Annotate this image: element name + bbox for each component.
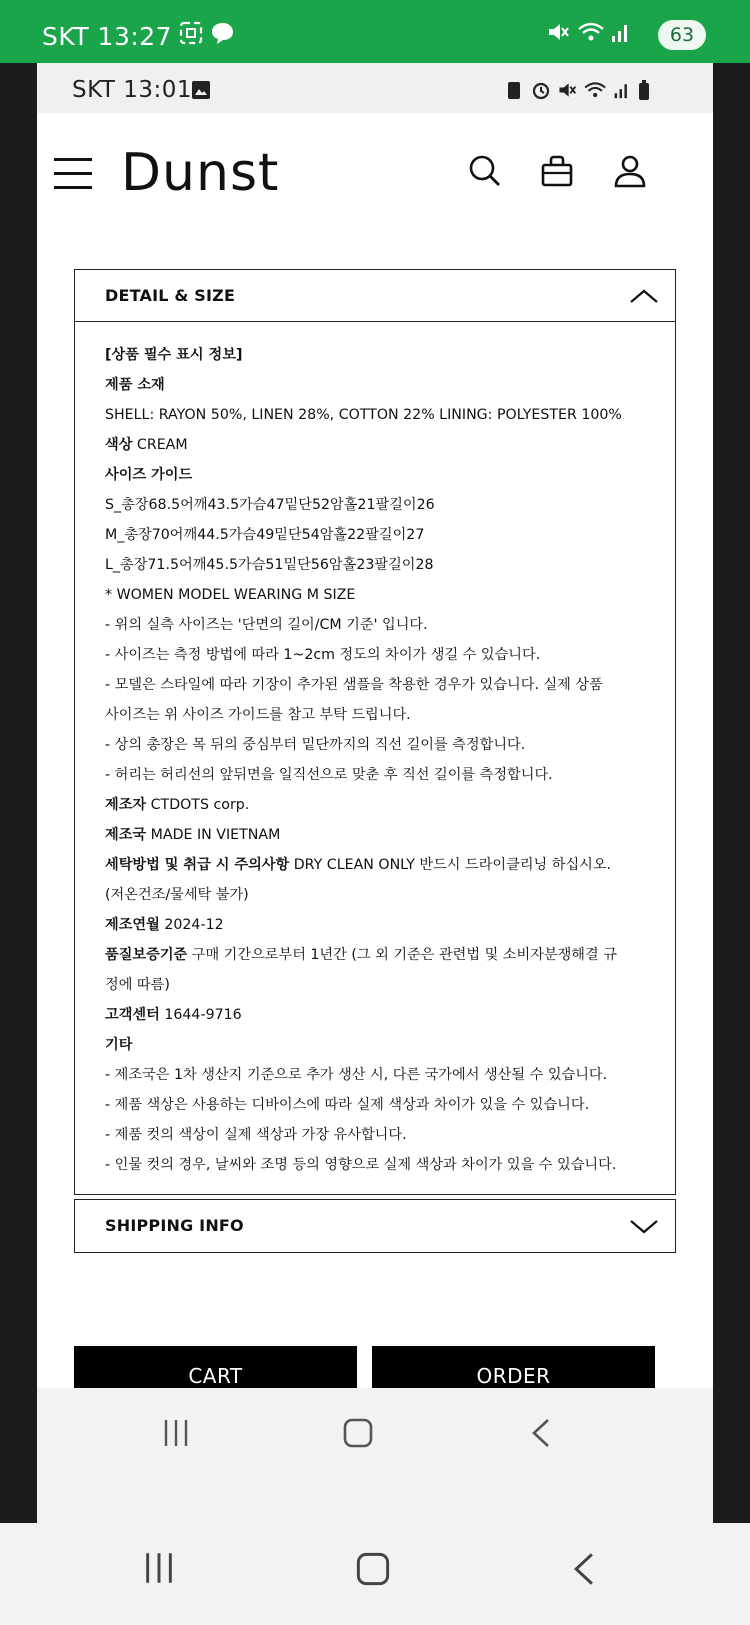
detail-line (105, 370, 645, 400)
detail-line (105, 580, 645, 610)
order-button[interactable]: ORDER (372, 1346, 655, 1406)
detail-line (105, 700, 645, 730)
detail-line-text: 구매 기간으로부터 1년간 (그 외 기준은 관련법 및 소비자분쟁해결 규 (187, 947, 617, 963)
inner-status-bar (37, 63, 713, 113)
screen-frame-left (0, 63, 37, 1523)
detail-line (105, 1090, 645, 1120)
detail-line-text: - 모델은 스타일에 따라 기장이 추가된 샘플을 착용한 경우가 있습니다. 실제 상품 (105, 677, 603, 693)
detail-line (105, 670, 645, 700)
detail-line (105, 880, 645, 910)
shipping-info-title: SHIPPING INFO (105, 1216, 244, 1235)
detail-line (105, 460, 645, 490)
detail-line-text: SHELL: RAYON 50%, LINEN 28%, COTTON 22% LINING: POLYESTER 100% (105, 407, 622, 423)
detail-line-text: 2024-12 (159, 917, 224, 933)
detail-line-label: 제조연월 (105, 917, 160, 933)
detail-line (105, 1150, 645, 1180)
cart-button[interactable]: CART (74, 1346, 357, 1406)
gallery-icon (190, 79, 212, 101)
detail-line-text: - 허리는 허리선의 앞뒤면을 일직선으로 맞춘 후 직선 길이를 측정합니다. (105, 767, 553, 783)
detail-size-title: DETAIL & SIZE (105, 286, 236, 305)
recents-icon-outer[interactable] (143, 1551, 175, 1585)
detail-line-text: CREAM (132, 437, 188, 453)
detail-line (105, 1060, 645, 1090)
battery-saver-icon (505, 80, 523, 100)
detail-line-text: - 인물 컷의 경우, 날씨와 조명 등의 영향으로 실제 색상과 차이가 있을 수 있습니다. (105, 1157, 617, 1173)
site-logo[interactable]: Dunst (121, 143, 280, 203)
back-icon[interactable] (529, 1417, 553, 1449)
screenshot-icon (178, 20, 204, 46)
detail-line-label: 제품 소재 (105, 377, 165, 393)
alarm-icon (531, 80, 551, 100)
detail-line-text: - 사이즈는 측정 방법에 따라 1~2cm 정도의 차이가 생길 수 있습니다. (105, 647, 541, 663)
detail-line-text: M_총장70어깨44.5가슴49밑단54암홀22팔길이27 (105, 527, 425, 543)
detail-line (105, 340, 645, 370)
mute-icon (546, 20, 570, 44)
detail-line (105, 520, 645, 550)
detail-line (105, 730, 645, 760)
detail-line (105, 490, 645, 520)
site-header (37, 113, 713, 243)
detail-line-text: 사이즈는 위 사이즈 가이드를 참고 부탁 드립니다. (105, 707, 411, 723)
detail-line-text: 1644-9716 (159, 1007, 242, 1023)
recents-icon[interactable] (162, 1418, 190, 1448)
detail-line (105, 910, 645, 940)
detail-line (105, 430, 645, 460)
hamburger-icon[interactable] (54, 158, 92, 190)
detail-line-label: 기타 (105, 1037, 133, 1053)
home-icon[interactable] (342, 1417, 374, 1449)
back-icon-outer[interactable] (570, 1551, 598, 1587)
battery-icon-inner (637, 80, 651, 102)
outer-clock: SKT 13:27 (42, 22, 173, 51)
detail-line-text: DRY CLEAN ONLY 반드시 드라이클리닝 하십시오. (289, 857, 612, 873)
detail-line-label: 색상 (105, 437, 133, 453)
signal-icon-inner (613, 80, 631, 100)
detail-line (105, 940, 645, 970)
detail-line-label: 제조자 (105, 797, 147, 813)
battery-indicator: 63 (658, 20, 706, 50)
detail-line (105, 550, 645, 580)
detail-line (105, 970, 645, 1000)
detail-line-text: 정에 따름) (105, 977, 170, 993)
shipping-info-header[interactable] (75, 1200, 675, 1252)
detail-line-text: CTDOTS corp. (146, 797, 250, 813)
detail-line (105, 1120, 645, 1150)
detail-line (105, 820, 645, 850)
detail-line-label: [상품 필수 표시 정보] (105, 347, 243, 363)
chat-icon (208, 20, 236, 46)
detail-line-text: - 제품 컷의 색상이 실제 색상과 가장 유사합니다. (105, 1127, 407, 1143)
detail-size-content (75, 322, 675, 1194)
detail-line-text: S_총장68.5어깨43.5가슴47밑단52암홀21팔길이26 (105, 497, 435, 513)
detail-line-text: (저온건조/물세탁 불가) (105, 887, 249, 903)
detail-line (105, 640, 645, 670)
wifi-icon (577, 20, 607, 44)
chevron-up-icon[interactable] (629, 287, 659, 305)
detail-line-label: 사이즈 가이드 (105, 467, 193, 483)
detail-line-label: 품질보증기준 (105, 947, 188, 963)
outer-status-bar (0, 0, 750, 63)
detail-size-header[interactable] (75, 270, 675, 322)
inner-clock: SKT 13:01 (72, 77, 193, 103)
detail-size-accordion (74, 269, 676, 1195)
screen-frame-right (713, 63, 750, 1523)
detail-line-text: * WOMEN MODEL WEARING M SIZE (105, 587, 356, 603)
shipping-info-accordion[interactable] (74, 1199, 676, 1253)
signal-icon (610, 20, 632, 44)
home-icon-outer[interactable] (355, 1551, 391, 1587)
detail-line-text: - 상의 총장은 목 뒤의 중심부터 밑단까지의 직선 길이를 측정합니다. (105, 737, 526, 753)
outer-nav-bar (0, 1523, 750, 1625)
chevron-down-icon[interactable] (629, 1217, 659, 1235)
detail-line (105, 850, 645, 880)
detail-line (105, 1000, 645, 1030)
search-icon[interactable] (467, 153, 503, 189)
wifi-icon-inner (583, 80, 609, 100)
detail-line-text: L_총장71.5어깨45.5가슴51밑단56암홀23팔길이28 (105, 557, 434, 573)
inner-screenshot (37, 63, 713, 1523)
detail-line (105, 610, 645, 640)
detail-line (105, 1030, 645, 1060)
detail-line (105, 760, 645, 790)
detail-line-label: 고객센터 (105, 1007, 160, 1023)
detail-line-text: MADE IN VIETNAM (146, 827, 281, 843)
detail-line-text: - 위의 실측 사이즈는 '단면의 길이/CM 기준' 입니다. (105, 617, 428, 633)
detail-line (105, 400, 645, 430)
inner-nav-bar (37, 1388, 713, 1523)
detail-line-label: 제조국 (105, 827, 147, 843)
detail-line-text: - 제품 색상은 사용하는 디바이스에 따라 실제 색상과 차이가 있을 수 있습니다. (105, 1097, 590, 1113)
detail-line (105, 790, 645, 820)
detail-line-label: 세탁방법 및 취급 시 주의사항 (105, 857, 290, 873)
detail-line-text: - 제조국은 1차 생산지 기준으로 추가 생산 시, 다른 국가에서 생산될 수 있습니다. (105, 1067, 608, 1083)
mute-icon-inner (557, 80, 577, 100)
user-icon[interactable] (612, 153, 648, 189)
shopping-bag-icon[interactable] (539, 153, 575, 189)
